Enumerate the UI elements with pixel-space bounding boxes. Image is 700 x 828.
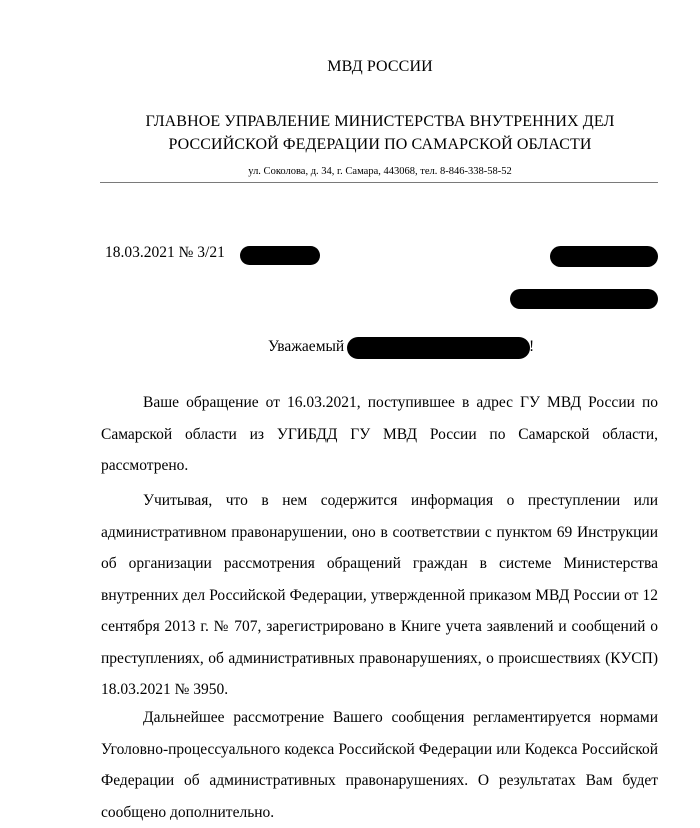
redaction-recipient-address: [510, 289, 658, 309]
department-line-2: РОССИЙСКОЙ ФЕДЕРАЦИИ ПО САМАРСКОЙ ОБЛАСТИ: [168, 136, 592, 153]
body-paragraph-2: Учитывая, что в нем содержится информация о преступлении или административном правонарушении, оно в соответствии с пунктом 69 Инструкции об организации рассмотрения обращений граждан в системе Министерства внутренних дел Российской Федерации, утвержденной приказом МВД России от 12 сентября 2013 г. № 707, зарегистрировано в Книге учета заявлений и сообщений о преступлениях, об административных правонарушениях, о происшествиях (КУСП) 18.03.2021 № 3950.: [101, 492, 658, 698]
redaction-greeting-name: [347, 337, 530, 359]
department-line-1: ГЛАВНОЕ УПРАВЛЕНИЕ МИНИСТЕРСТВА ВНУТРЕННИХ ДЕЛ: [145, 113, 615, 130]
department-header: [0, 110, 700, 156]
address-line: ул. Соколова, д. 34, г. Самара, 443068, тел. 8-846-338-58-52: [248, 166, 512, 177]
greeting-suffix: !: [529, 338, 535, 355]
redaction-registration: [240, 246, 320, 265]
greeting-prefix: Уважаемый: [268, 338, 345, 355]
registration-number: 18.03.2021 № 3/21: [105, 244, 225, 261]
body-paragraph-1: Ваше обращение от 16.03.2021, поступившее в адрес ГУ МВД России по Самарской области из УГИБДД ГУ МВД России по Самарской области, рассмотрено.: [101, 394, 658, 474]
body-paragraph-3: Дальнейшее рассмотрение Вашего сообщения регламентируется нормами Уголовно-процессуального кодекса Российской Федерации или Кодекса Российской Федерации об административных правонарушениях. О результатах Вам будет сообщено дополнительно.: [101, 709, 658, 821]
ministry-header: МВД РОССИИ: [327, 58, 433, 75]
header-divider: [100, 182, 658, 183]
redaction-recipient-name: [550, 246, 658, 267]
